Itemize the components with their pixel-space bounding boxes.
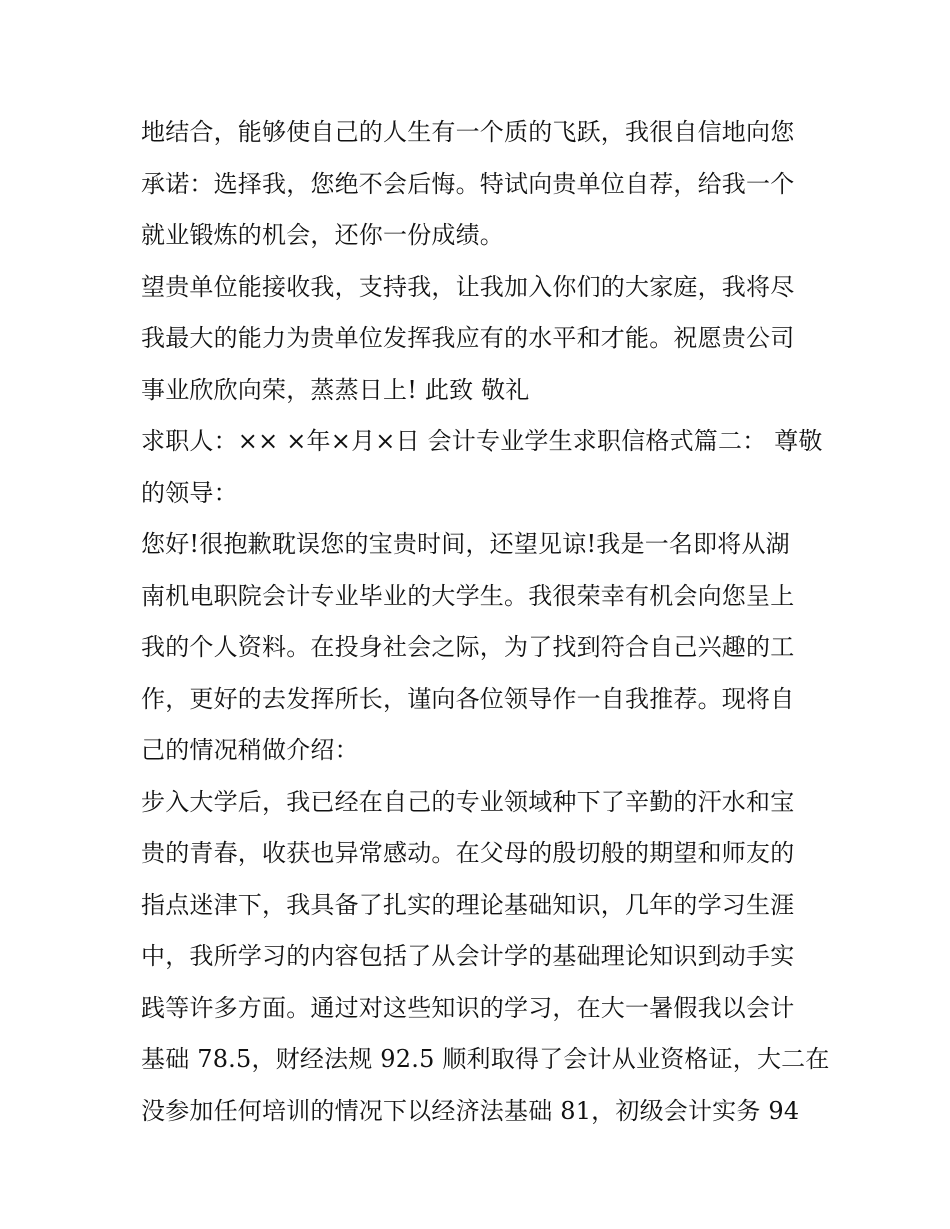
text-line: 您好!很抱歉耽误您的宝贵时间，还望见谅!我是一名即将从湖 (141, 530, 790, 558)
text-line: 我最大的能力为贵单位发挥我应有的水平和才能。祝愿贵公司 (141, 324, 795, 352)
text-line: 贵的青春，收获也异常感动。在父母的殷切般的期望和师友的 (141, 839, 795, 867)
text-line: 承诺：选择我，您绝不会后悔。特试向贵单位自荐，给我一个 (141, 169, 795, 198)
text-line: 践等许多方面。通过对这些知识的学习，在大一暑假我以会计 (141, 993, 795, 1022)
text-line: 望贵单位能接收我，支持我，让我加入你们的大家庭，我将尽 (141, 272, 795, 301)
text-line: 中，我所学习的内容包括了从会计学的基础理论知识到动手实 (141, 942, 795, 970)
text-line: 己的情况稍做介绍： (141, 736, 359, 764)
document-body (141, 107, 830, 1137)
text-line: 地结合，能够使自己的人生有一个质的飞跃，我很自信地向您 (141, 118, 795, 146)
text-line: 事业欣欣向荣，蒸蒸日上! 此致 敬礼 (141, 375, 530, 404)
text-line: 没参加任何培训的情况下以经济法基础 81，初级会计实务 94 (141, 1096, 800, 1125)
text-line: 的领导： (141, 478, 238, 507)
text-line: 求职人：×× ×年×月×日 会计专业学生求职信格式篇二： 尊敬 (141, 427, 823, 455)
text-line: 就业锻炼的机会，还你一份成绩。 (141, 221, 504, 249)
text-line: 我的个人资料。在投身社会之际，为了找到符合自己兴趣的工 (141, 633, 795, 661)
text-line: 指点迷津下，我具备了扎实的理论基础知识，几年的学习生涯 (141, 890, 795, 919)
text-line: 作，更好的去发挥所长，谨向各位领导作一自我推荐。现将自 (141, 684, 795, 713)
text-line: 步入大学后，我已经在自己的专业领域种下了辛勤的汗水和宝 (141, 787, 795, 816)
text-line: 基础 78.5，财经法规 92.5 顺利取得了会计从业资格证，大二在 (141, 1045, 830, 1073)
text-line: 南机电职院会计专业毕业的大学生。我很荣幸有机会向您呈上 (141, 581, 795, 610)
